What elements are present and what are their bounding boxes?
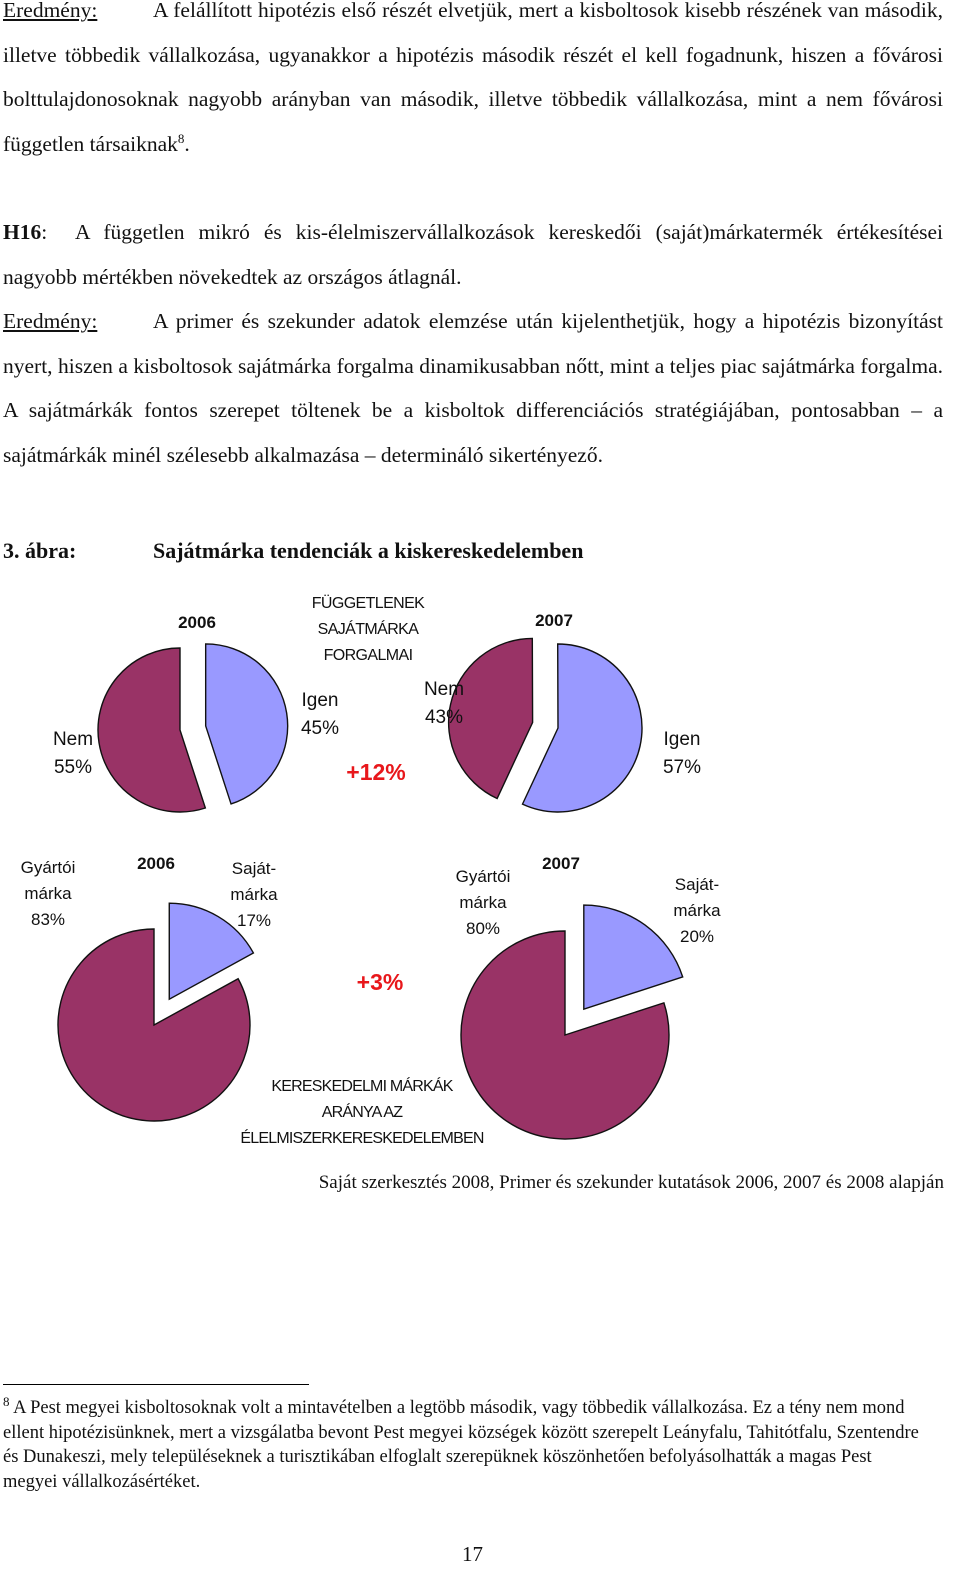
slice-label: Igen (301, 690, 339, 711)
hypothesis-text: A független mikró és kis-élelmiszervállalkozások kereskedői (saját)márkatermék értékesítései nagyobb mértékben növekedtek az országos átlagnál. (3, 220, 943, 289)
result-paragraph-2 (3, 299, 943, 477)
pie-charts (0, 580, 960, 1160)
chart-year-title: 2007 (535, 611, 573, 630)
footnote-rule (3, 1384, 309, 1385)
slice-label: Igen (663, 729, 701, 750)
slice-label: 83% (30, 910, 66, 929)
slice-label: márka (673, 901, 721, 920)
footnote-text: A Pest megyei kisboltosoknak volt a mintavételben a legtöbb második, vagy többedik vállalkozása. Ez a tény nem mond ellent hipotézisünknek, mert a vizsgálatba bevont Pest megyei községek között szerepelt Leányfalu, Tahitótfalu, Szentendre és Dunakeszi, mely településeknek a turisztikában elfoglalt szerepüknek köszönhetően befolyásolhatták a magas Pest megyei vállalkozásértéket. (3, 1398, 919, 1492)
chart-year-title: 2006 (137, 854, 175, 873)
slice-label: Nem (423, 679, 465, 700)
group-title: SAJÁTMÁRKA (317, 621, 419, 638)
hypothesis-h16 (3, 210, 943, 299)
source-note: Saját szerkesztés 2008, Primer és szekunder kutatások 2006, 2007 és 2008 alapján (318, 1172, 944, 1193)
change-label: +3% (356, 969, 404, 995)
result-paragraph-1 (3, 0, 943, 166)
slice-label: 45% (300, 718, 340, 739)
result-label: Eredmény: (3, 0, 98, 22)
footnote (3, 1393, 928, 1494)
slice-label: Saját- (674, 875, 720, 894)
pie-slice (98, 648, 205, 812)
group-title: KERESKEDELMI MÁRKÁK (271, 1078, 453, 1095)
figure-title: Sajátmárka tendenciák a kiskereskedelemben (153, 538, 584, 563)
slice-label: 55% (53, 757, 93, 778)
result-label: Eredmény: (3, 309, 98, 333)
footnote-mark: 8 (3, 1393, 10, 1409)
slice-label: Gyártói (20, 858, 76, 877)
page-number: 17 (462, 1542, 483, 1566)
slice-label: 80% (465, 919, 501, 938)
figure-caption (3, 538, 583, 564)
hypothesis-number: H16 (3, 220, 42, 244)
slice-label: márka (459, 893, 507, 912)
sentence-end: . (184, 131, 190, 156)
result-text: A felállított hipotézis első részét elvetjük, mert a kisboltosok kisebb részének van második, illetve többedik vállalkozása, ugyanakkor a hipotézis második részét el kell fogadnunk, hiszen a fővárosi bolttulajdonosoknak nagyobb arányban van második, illetve többedik vállalkozása, mint a nem fővárosi független társaiknak (3, 0, 943, 156)
group-title: FORGALMAI (323, 647, 413, 664)
slice-label: márka (230, 885, 278, 904)
result-text: A primer és szekunder adatok elemzése után kijelenthetjük, hogy a hipotézis bizonyítást nyert, hiszen a kisboltosok sajátmárka forgalma dinamikusabban nőtt, mint a teljes piac sajátmárka forgalma. A sajátmárkák fontos szerepet töltenek be a kisboltok differenciációs stratégiájában, pontosabban – a sajátmárkák minél szélesebb alkalmazása – determináló sikertényező. (3, 309, 943, 467)
figure-number: 3. ábra: (3, 538, 77, 563)
pie-slice (206, 644, 288, 804)
group-title: ARÁNYA AZ (321, 1104, 403, 1121)
chart-year-title: 2007 (542, 854, 580, 873)
group-title: ÉLELMISZERKERESKEDELEMBEN (240, 1130, 484, 1147)
slice-label: 17% (236, 911, 272, 930)
hypothesis-label (3, 210, 75, 255)
slice-label: Nem (52, 729, 94, 750)
slice-label: márka (24, 884, 72, 903)
group-title: FÜGGETLENEK (311, 595, 425, 612)
footnote-ref[interactable]: 8 (177, 130, 185, 146)
pie-slice (584, 905, 683, 1009)
slice-label: Gyártói (455, 867, 511, 886)
slice-label: Saját- (231, 859, 277, 878)
pie-slice (523, 644, 643, 812)
slice-label: 43% (424, 707, 464, 728)
slice-label: 20% (679, 927, 715, 946)
change-label: +12% (346, 759, 406, 785)
chart-year-title: 2006 (178, 613, 216, 632)
hypothesis-colon: : (41, 220, 48, 244)
slice-label: 57% (662, 757, 702, 778)
